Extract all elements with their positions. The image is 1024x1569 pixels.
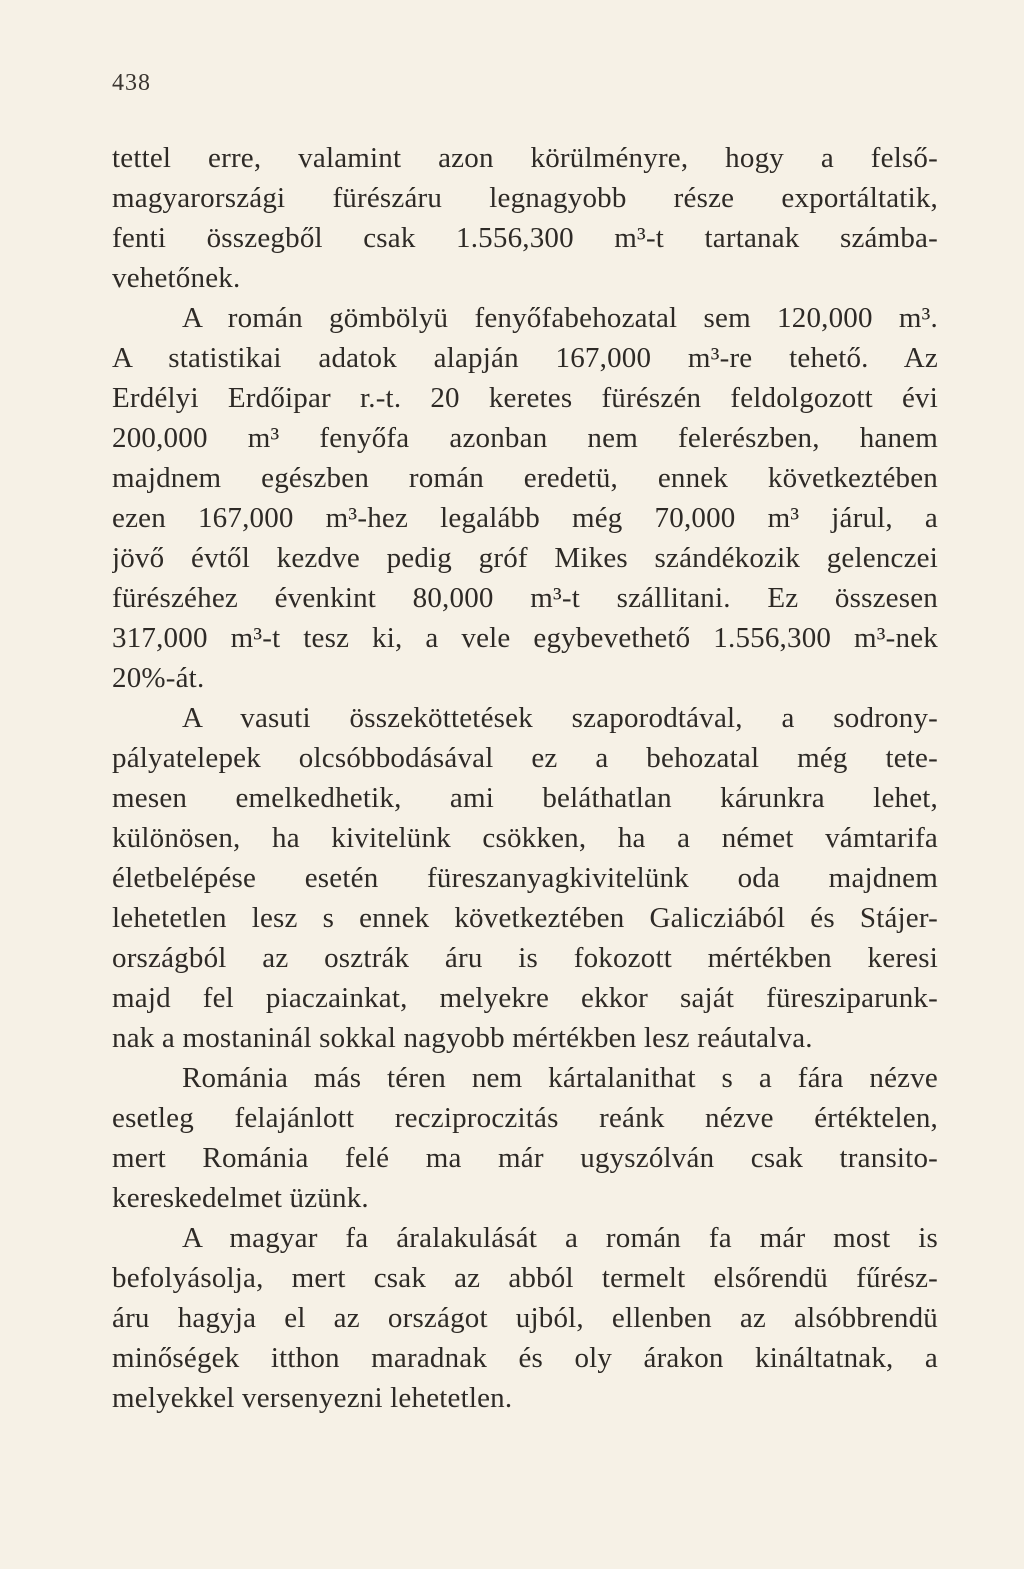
text-line: 317,000 m³-t tesz ki, a vele egybevethető 1.556,300 m³-nek xyxy=(112,622,938,654)
text-line: lehetetlen lesz s ennek következtében Galicziából és Stájer- xyxy=(112,902,938,934)
text-line: melyekkel versenyezni lehetetlen. xyxy=(112,1382,513,1414)
body-text xyxy=(112,138,938,1418)
text-line: fenti összegből csak 1.556,300 m³-t tartanak számba- xyxy=(112,222,938,254)
text-line: mert Románia felé ma már ugyszólván csak transito- xyxy=(112,1142,938,1174)
text-line: magyarországi fürészáru legnagyobb része exportáltatik, xyxy=(112,182,938,214)
text-line: Románia más téren nem kártalanithat s a fára nézve xyxy=(182,1062,938,1094)
text-line: A vasuti összeköttetések szaporodtával, a sodrony- xyxy=(182,702,938,734)
text-line: minőségek itthon maradnak és oly árakon kináltatnak, a xyxy=(112,1342,938,1374)
page-number: 438 xyxy=(112,70,151,96)
text-line: áru hagyja el az országot ujból, ellenben az alsóbbrendü xyxy=(112,1302,938,1334)
text-line: nak a mostaninál sokkal nagyobb mértékben lesz reáutalva. xyxy=(112,1022,813,1054)
text-line: mesen emelkedhetik, ami beláthatlan kárunkra lehet, xyxy=(112,782,938,814)
text-line: A statistikai adatok alapján 167,000 m³-re tehető. Az xyxy=(112,342,938,374)
text-line: 20%-át. xyxy=(112,662,205,694)
text-line: majd fel piaczainkat, melyekre ekkor saját füresziparunk- xyxy=(112,982,938,1014)
text-line: 200,000 m³ fenyőfa azonban nem felerészben, hanem xyxy=(112,422,938,454)
text-line: pályatelepek olcsóbbodásával ez a behozatal még tete- xyxy=(112,742,938,774)
text-line: ezen 167,000 m³-hez legalább még 70,000 m³ járul, a xyxy=(112,502,938,534)
text-line: jövő évtől kezdve pedig gróf Mikes szándékozik gelenczei xyxy=(112,542,938,574)
text-line: vehetőnek. xyxy=(112,262,241,294)
text-line: különösen, ha kivitelünk csökken, ha a német vámtarifa xyxy=(112,822,938,854)
text-line: életbelépése esetén füreszanyagkivitelünk oda majdnem xyxy=(112,862,938,894)
text-line: Erdélyi Erdőipar r.-t. 20 keretes fürészén feldolgozott évi xyxy=(112,382,938,414)
text-line: kereskedelmet üzünk. xyxy=(112,1182,369,1214)
text-line: A román gömbölyü fenyőfabehozatal sem 120,000 m³. xyxy=(182,302,938,334)
text-line: esetleg felajánlott recziproczitás reánk nézve értéktelen, xyxy=(112,1102,938,1134)
text-line: A magyar fa áralakulását a román fa már most is xyxy=(182,1222,938,1254)
text-line: tettel erre, valamint azon körülményre, hogy a felső- xyxy=(112,142,938,174)
text-line: befolyásolja, mert csak az abból termelt elsőrendü fűrész- xyxy=(112,1262,938,1294)
text-line: fürészéhez évenkint 80,000 m³-t szállitani. Ez összesen xyxy=(112,582,938,614)
text-line: országból az osztrák áru is fokozott mértékben keresi xyxy=(112,942,938,974)
text-line: majdnem egészben román eredetü, ennek következtében xyxy=(112,462,938,494)
